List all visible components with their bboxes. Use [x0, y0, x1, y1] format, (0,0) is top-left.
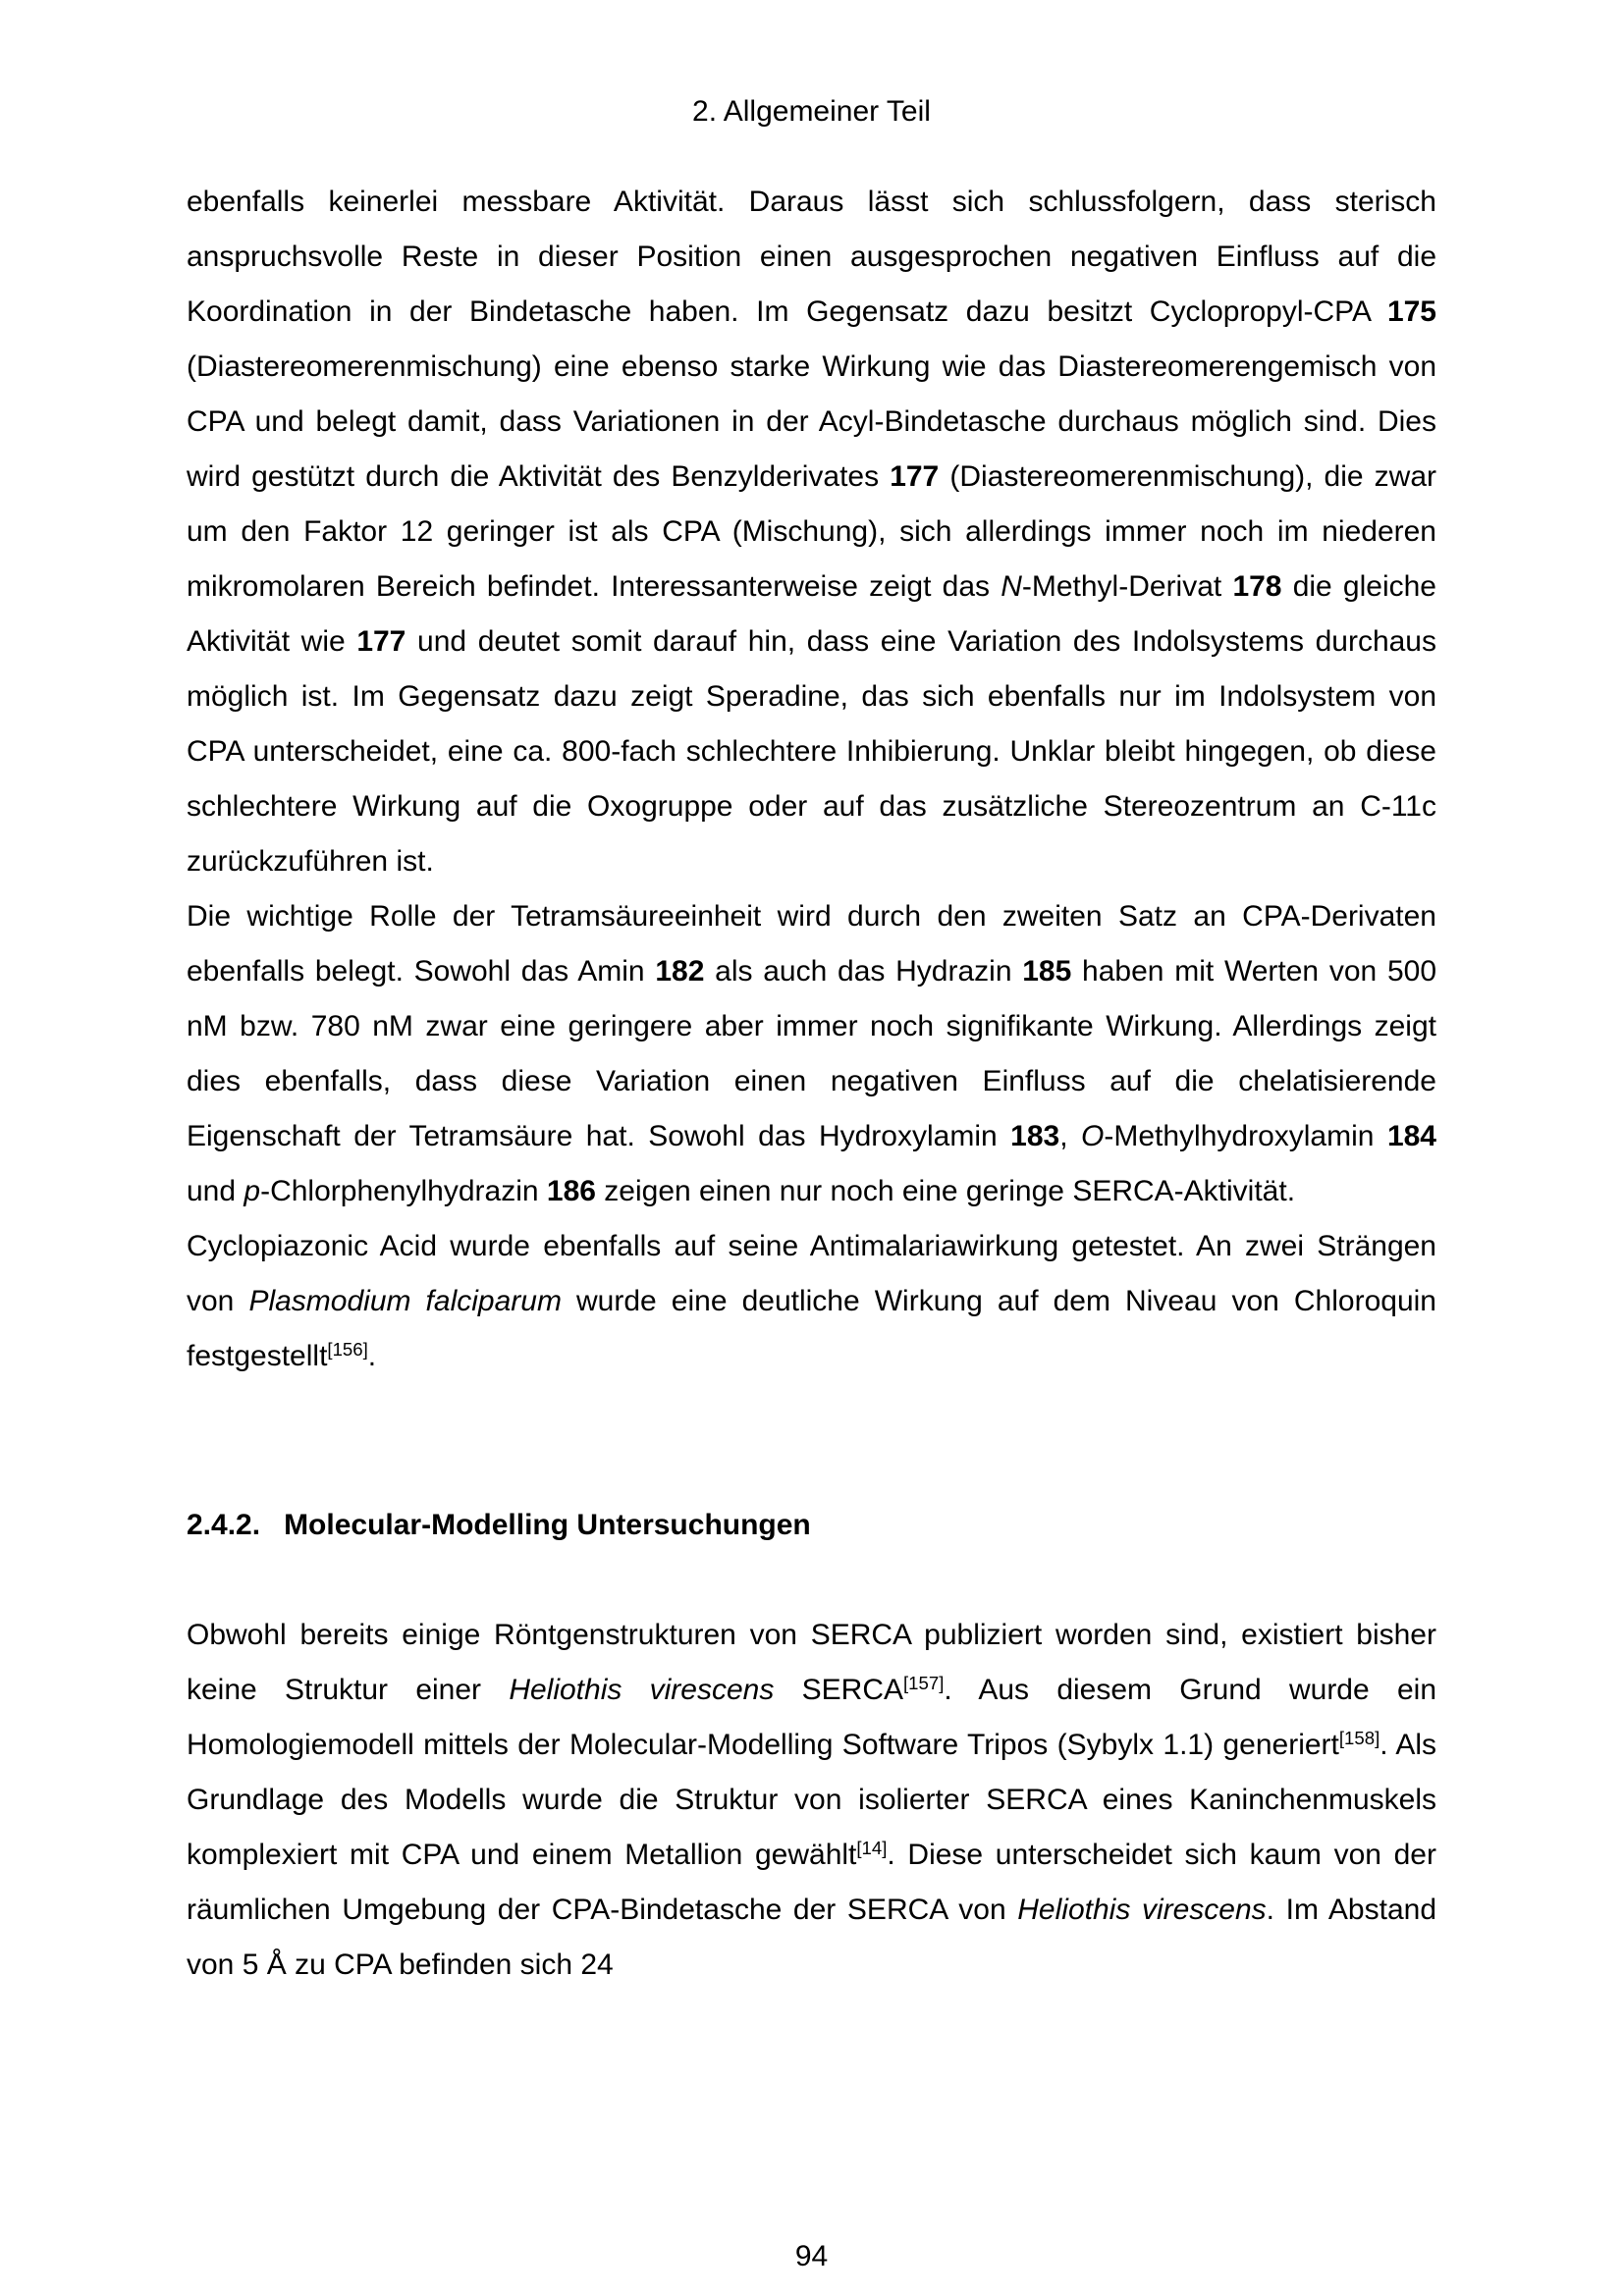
- page-header: 2. Allgemeiner Teil: [692, 95, 931, 128]
- paragraph-antimalaria: Cyclopiazonic Acid wurde ebenfalls auf seine Antimalariawirkung getestet. An zwei Strängen von Plasmodium falciparum wurde eine deutliche Wirkung auf dem Niveau von Chloroquin festgestellt[156].: [187, 1230, 1436, 1372]
- paragraph-molecular-modelling: Obwohl bereits einige Röntgenstrukturen von SERCA publiziert worden sind, existiert bisher keine Struktur einer Heliothis virescens SERCA[157]. Aus diesem Grund wurde ein Homologiemodell mittels der Molecular-Modelling Software Tripos (Sybylx 1.1) generiert[158]. Als Grundlage des Modells wurde die Struktur von isolierter SERCA eines Kaninchenmuskels komplexiert mit CPA und einem Metallion gewählt[14]. Diese unterscheidet sich kaum von der räumlichen Umgebung der CPA-Bindetasche der SERCA von Heliothis virescens. Im Abstand von 5 Å zu CPA befinden sich 24: [187, 1619, 1437, 1981]
- section-heading: [187, 1498, 1436, 1553]
- paragraph-tetramic-acid: Die wichtige Rolle der Tetramsäureeinheit wird durch den zweiten Satz an CPA-Derivaten ebenfalls belegt. Sowohl das Amin 182 als auch das Hydrazin 185 haben mit Werten von 500 nM bzw. 780 nM zwar eine geringere aber immer noch signifikante Wirkung. Allerdings zeigt dies ebenfalls, dass diese Variation einen negativen Einfluss auf die chelatisierende Eigenschaft der Tetramsäure hat. Sowohl das Hydroxylamin 183, O-Methylhydroxylamin 184 und p-Chlorphenylhydrazin 186 zeigen einen nur noch eine geringe SERCA-Aktivität.: [187, 900, 1437, 1207]
- page-number: 94: [794, 2240, 829, 2272]
- section-title: Molecular-Modelling Untersuchungen: [284, 1509, 811, 1541]
- body-text: [187, 175, 1436, 1993]
- section-number: 2.4.2.: [187, 1509, 261, 1541]
- paragraph-cpa-derivatives: ebenfalls keinerlei messbare Aktivität. Daraus lässt sich schlussfolgern, dass sterisch anspruchsvolle Reste in dieser Position einen ausgesprochen negativen Einfluss auf die Koordination in der Bindetasche haben. Im Gegensatz dazu besitzt Cyclopropyl-CPA 175 (Diastereomerenmischung) eine ebenso starke Wirkung wie das Diastereomerengemisch von CPA und belegt damit, dass Variationen in der Acyl-Bindetasche durchaus möglich sind. Dies wird gestützt durch die Aktivität des Benzylderivates 177 (Diastereomerenmischung), die zwar um den Faktor 12 geringer ist als CPA (Mischung), sich allerdings immer noch im niederen mikromolaren Bereich befindet. Interessanterweise zeigt das N-Methyl-Derivat 178 die gleiche Aktivität wie 177 und deutet somit darauf hin, dass eine Variation des Indolsystems durchaus möglich ist. Im Gegensatz dazu zeigt Speradine, das sich ebenfalls nur im Indolsystem von CPA unterscheidet, eine ca. 800-fach schlechtere Inhibierung. Unklar bleibt hingegen, ob diese schlechtere Wirkung auf die Oxogruppe oder auf das zusätzliche Stereozentrum an C-11c zurückzuführen ist.: [187, 186, 1436, 878]
